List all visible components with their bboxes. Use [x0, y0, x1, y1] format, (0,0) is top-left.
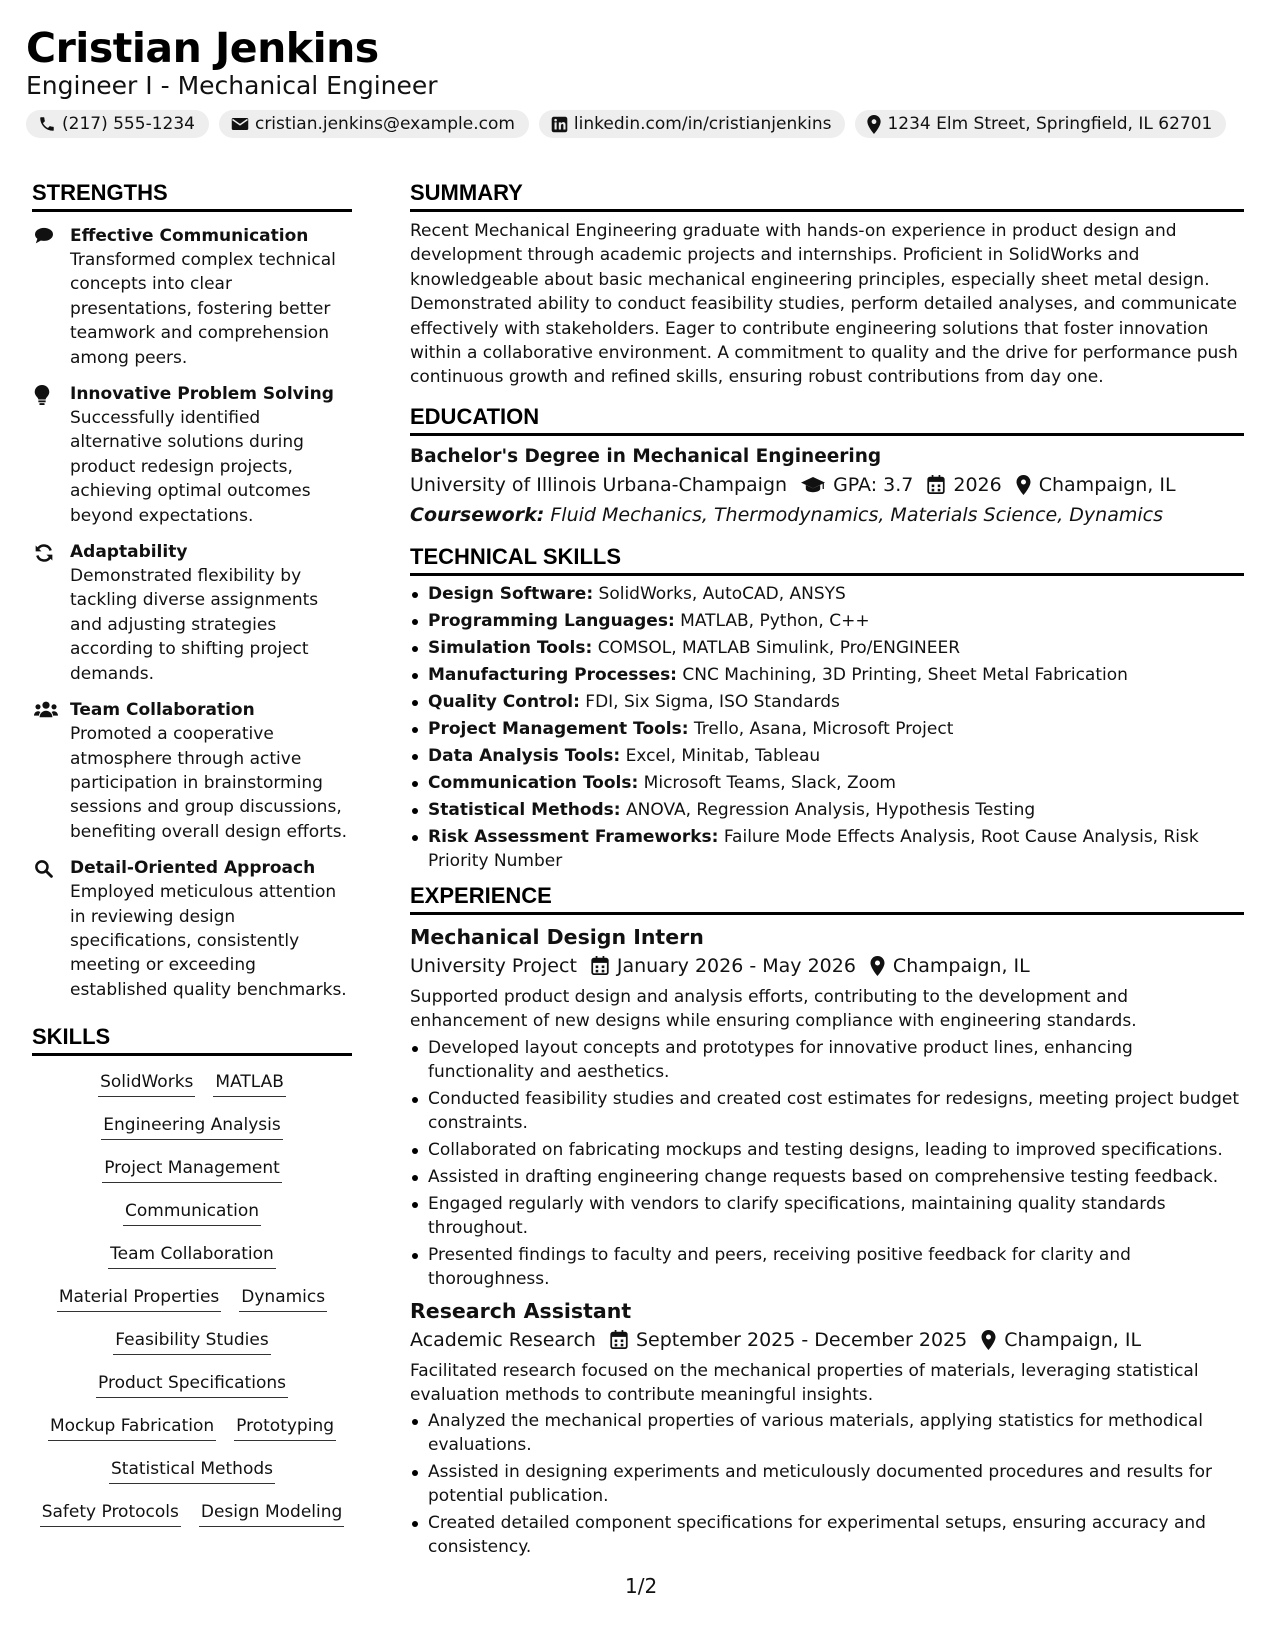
strength-item [32, 540, 352, 686]
job-title: Mechanical Design Intern [410, 924, 704, 949]
coursework-list: Fluid Mechanics, Thermodynamics, Materials Science, Dynamics [550, 503, 1163, 526]
technical-skills-list [410, 582, 1244, 873]
list-item: Assisted in drafting engineering change requests based on comprehensive testing feedback. [410, 1165, 1244, 1189]
school-name: University of Illinois Urbana-Champaign [410, 473, 788, 496]
strength-title: Team Collaboration [70, 700, 255, 721]
list-item: Programming Languages: MATLAB, Python, C++ [410, 609, 1244, 633]
candidate-name: Cristian Jenkins [26, 24, 379, 72]
degree-title: Bachelor's Degree in Mechanical Engineering [410, 445, 882, 467]
sync-icon [34, 543, 54, 563]
strength-description: Promoted a cooperative atmosphere through active participation in brainstorming sessions and group discussions, benefiting overall design efforts. [70, 724, 348, 842]
strength-title: Adaptability [70, 542, 188, 563]
coursework-label: Coursework: [410, 503, 545, 526]
right-column [410, 180, 1244, 1562]
phone-chip[interactable] [26, 110, 209, 138]
skill-tag: Dynamics [239, 1285, 327, 1312]
job-meta [410, 1325, 1244, 1355]
list-item: Quality Control: FDI, Six Sigma, ISO Standards [410, 690, 1244, 714]
strength-title: Detail-Oriented Approach [70, 858, 316, 879]
list-item: Collaborated on fabricating mockups and testing designs, leading to improved specifications. [410, 1138, 1244, 1162]
job-bullets [410, 1409, 1244, 1559]
job-dates: September 2025 - December 2025 [635, 1328, 968, 1351]
list-item: Conducted feasibility studies and created cost estimates for redesigns, meeting project budget constraints. [410, 1087, 1244, 1135]
technical-skills-heading: TECHNICAL SKILLS [410, 544, 1244, 576]
list-item: Design Software: SolidWorks, AutoCAD, ANSYS [410, 582, 1244, 606]
list-item: Created detailed component specifications for experimental setups, ensuring accuracy and consistency. [410, 1511, 1244, 1559]
list-item: Manufacturing Processes: CNC Machining, 3D Printing, Sheet Metal Fabrication [410, 663, 1244, 687]
list-item: Presented findings to faculty and peers, receiving positive feedback for clarity and thoroughness. [410, 1243, 1244, 1291]
magnifier-icon [34, 859, 53, 878]
list-item: Analyzed the mechanical properties of various materials, applying statistics for methodical evaluations. [410, 1409, 1244, 1457]
list-item: Risk Assessment Frameworks: Failure Mode Effects Analysis, Root Cause Analysis, Risk Priority Number [410, 825, 1244, 873]
skills-heading: SKILLS [32, 1024, 352, 1056]
school-location: Champaign, IL [1038, 473, 1176, 496]
education-meta [410, 470, 1244, 500]
calendar-icon [927, 475, 945, 494]
job-meta [410, 951, 1244, 981]
strengths-heading: STRENGTHS [32, 180, 352, 212]
map-pin-icon [870, 956, 885, 976]
list-item: Engaged regularly with vendors to clarify specifications, maintaining quality standards throughout. [410, 1192, 1244, 1240]
map-pin-icon [981, 1330, 996, 1350]
skill-tag: Mockup Fabrication [48, 1414, 216, 1441]
map-pin-icon [1016, 475, 1031, 495]
skill-tag: Project Management [102, 1156, 282, 1183]
address-text: 1234 Elm Street, Springfield, IL 62701 [887, 114, 1213, 134]
strength-description: Demonstrated flexibility by tackling diverse assignments and adjusting strategies according to shifting project demands. [70, 566, 319, 684]
contact-bar [26, 110, 1246, 138]
summary-heading: SUMMARY [410, 180, 1244, 212]
job-summary: Facilitated research focused on the mechanical properties of materials, leveraging statistical evaluation methods to contribute meaningful insights. [410, 1360, 1199, 1406]
strength-title: Effective Communication [70, 226, 309, 246]
gpa-text: GPA: 3.7 [833, 473, 914, 496]
list-item: Communication Tools: Microsoft Teams, Slack, Zoom [410, 771, 1244, 795]
graduation-year: 2026 [953, 473, 1002, 496]
email-chip[interactable] [219, 110, 529, 138]
job-org: Academic Research [410, 1328, 596, 1351]
list-item: Statistical Methods: ANOVA, Regression Analysis, Hypothesis Testing [410, 798, 1244, 822]
strength-title: Innovative Problem Solving [70, 384, 334, 405]
strength-item [32, 698, 352, 844]
summary-text: Recent Mechanical Engineering graduate with hands-on experience in product design and development through academic projects and internships. Proficient in SolidWorks and knowledgeable about basic mechanical engineering principles, especially sheet metal design. Demonstrated ability to conduct feasibility studies, perform detailed analyses, and communicate effectively with stakeholders. Eager to contribute engineering solutions that foster innovation within a collaborative environment. A commitment to quality and the drive for performance push continuous growth and refined skills, ensuring robust contributions from day one. [410, 221, 1238, 388]
job-location: Champaign, IL [892, 954, 1030, 977]
skill-tag: Communication [123, 1199, 261, 1226]
left-column [32, 180, 352, 1527]
users-icon [34, 701, 58, 719]
skill-tag: MATLAB [213, 1070, 286, 1097]
graduation-cap-icon [801, 476, 825, 494]
list-item: Assisted in designing experiments and meticulously documented procedures and results for potential publication. [410, 1460, 1244, 1508]
job-entry [410, 1297, 1244, 1560]
strength-item [32, 224, 352, 370]
skill-tag: Safety Protocols [40, 1500, 181, 1527]
job-bullets [410, 1036, 1244, 1291]
skill-tag: Product Specifications [96, 1371, 288, 1398]
resume-header [26, 22, 1246, 138]
job-entry [410, 923, 1244, 1291]
strength-description: Transformed complex technical concepts into clear presentations, fostering better teamwork and comprehension among peers. [70, 250, 336, 368]
job-title-heading: Engineer I - Mechanical Engineer [26, 71, 438, 100]
lightbulb-icon [34, 385, 50, 405]
experience-heading: EXPERIENCE [410, 883, 1244, 915]
speech-bubble-icon [34, 227, 54, 245]
skill-tag: Statistical Methods [109, 1457, 275, 1484]
strength-item [32, 382, 352, 528]
skill-tag: Design Modeling [199, 1500, 344, 1527]
job-org: University Project [410, 954, 577, 977]
job-summary: Supported product design and analysis efforts, contributing to the development and enhancement of new designs while ensuring compliance with engineering standards. [410, 986, 1137, 1032]
phone-icon [38, 115, 56, 133]
list-item: Data Analysis Tools: Excel, Minitab, Tableau [410, 744, 1244, 768]
address-chip [855, 110, 1226, 138]
job-dates: January 2026 - May 2026 [616, 954, 856, 977]
skill-tag: Engineering Analysis [101, 1113, 282, 1140]
job-location: Champaign, IL [1004, 1328, 1142, 1351]
envelope-icon [231, 116, 249, 132]
skill-tag: Feasibility Studies [113, 1328, 270, 1355]
calendar-icon [591, 956, 609, 975]
job-title: Research Assistant [410, 1298, 632, 1323]
list-item: Developed layout concepts and prototypes for innovative product lines, enhancing functionality and aesthetics. [410, 1036, 1244, 1084]
coursework-line [410, 500, 1244, 530]
list-item: Project Management Tools: Trello, Asana, Microsoft Project [410, 717, 1244, 741]
strength-item [32, 856, 352, 1002]
linkedin-icon [551, 116, 568, 133]
skill-tag: SolidWorks [98, 1070, 195, 1097]
linkedin-chip[interactable] [539, 110, 846, 138]
skills-list [32, 1070, 352, 1527]
list-item: Simulation Tools: COMSOL, MATLAB Simulink, Pro/ENGINEER [410, 636, 1244, 660]
calendar-icon [610, 1330, 628, 1349]
education-heading: EDUCATION [410, 404, 1244, 436]
skill-tag: Prototyping [234, 1414, 336, 1441]
strength-description: Successfully identified alternative solutions during product redesign projects, achieving optimal outcomes beyond expectations. [70, 408, 311, 526]
skill-tag: Team Collaboration [108, 1242, 276, 1269]
phone-text: (217) 555-1234 [62, 114, 195, 134]
page-number: 1/2 [625, 1574, 658, 1598]
email-text: cristian.jenkins@example.com [254, 114, 515, 134]
linkedin-text: linkedin.com/in/cristianjenkins [573, 114, 832, 134]
skill-tag: Material Properties [57, 1285, 221, 1312]
strength-description: Employed meticulous attention in reviewing design specifications, consistently meeting or exceeding established quality benchmarks. [70, 882, 347, 1000]
map-pin-icon [867, 115, 881, 134]
